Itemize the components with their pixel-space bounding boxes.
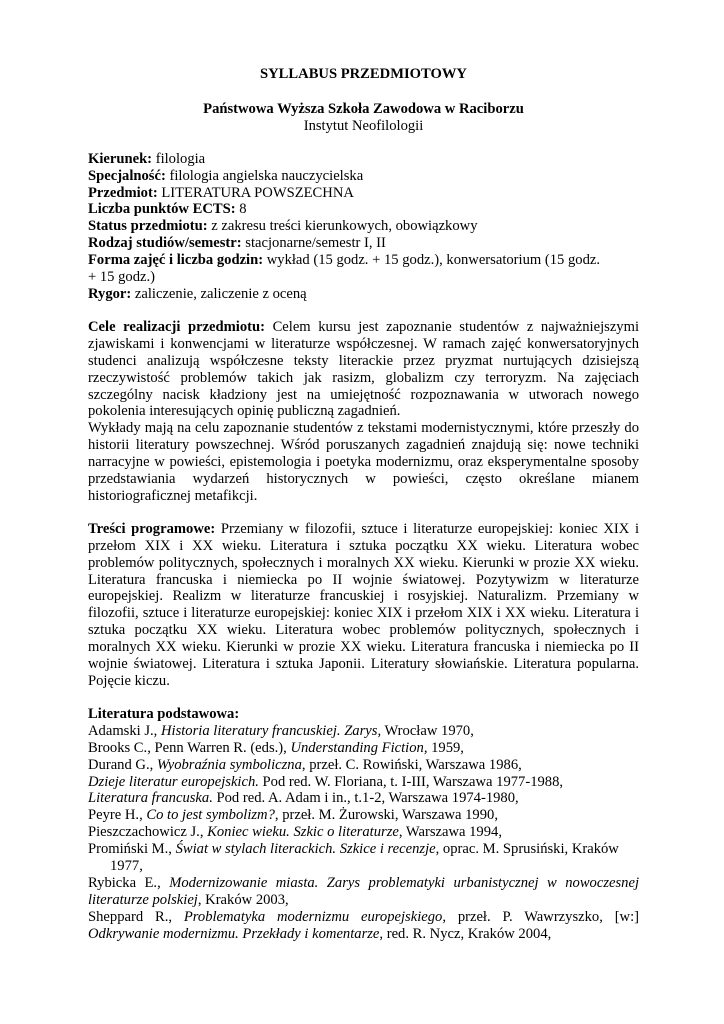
info-row: Przedmiot: LITERATURA POWSZECHNA bbox=[88, 184, 354, 201]
institute-name: Instytut Neofilologii bbox=[303, 117, 424, 134]
info-row: Specjalność: filologia angielska nauczycielska bbox=[88, 167, 364, 184]
literature-heading: Literatura podstawowa: bbox=[88, 705, 240, 722]
info-row: Status przedmiotu: z zakresu treści kierunkowych, obowiązkowy bbox=[88, 218, 478, 235]
literature-item: Adamski J., Historia literatury francuskiej. Zarys, Wrocław 1970, bbox=[88, 722, 474, 739]
literature-item: Promiński M., Świat w stylach literackich. Szkice i recenzje, oprac. M. Sprusiński, Kraków 1977, bbox=[88, 841, 619, 875]
program-paragraph: Treści programowe: Przemiany w filozofii, sztuce i literaturze europejskiej: koniec XIX i przełom XIX i XX wieku. Literatura i sztuka początku XX wieku. Literatura wobec problemów politycznych, społecznych i moralnych XX wieku. Kierunki w prozie XX wieku. Literatura francuska i niemiecka po II wojnie światowej. Pozytywizm w literaturze europejskiej. Realizm w literaturze francuskiej i rosyjskiej. Naturalizm. Przemiany w filozofii, sztuce i literaturze europejskiej: koniec XIX i przełom XIX i XX wieku. Literatura i sztuka początku XX wieku. Literatura wobec problemów politycznych, społecznych i moralnych XX wieku. Kierunki w prozie XX wieku. Literatura francuska i niemiecka po II wojnie światowej. Literatura i sztuka Japonii. Literatury słowiańskie. Literatura popularna. Pojęcie kiczu. bbox=[88, 520, 639, 689]
course-info bbox=[88, 151, 639, 303]
info-row: Kierunek: filologia bbox=[88, 150, 206, 167]
literature-item: Durand G., Wyobraźnia symboliczna, przeł. C. Rowiński, Warszawa 1986, bbox=[88, 756, 522, 773]
info-row: Rygor: zaliczenie, zaliczenie z oceną bbox=[88, 285, 307, 302]
info-row-continuation: + 15 godz.) bbox=[88, 269, 155, 286]
literature-item: Sheppard R., Problematyka modernizmu europejskiego, przeł. P. Wawrzyszko, [w:] Odkrywanie modernizmu. Przekłady i komentarze, red. R. Nycz, Kraków 2004, bbox=[88, 908, 640, 942]
info-row: Liczba punktów ECTS: 8 bbox=[88, 201, 247, 218]
literature-item: Pieszczachowicz J., Koniec wieku. Szkic o literaturze, Warszawa 1994, bbox=[88, 824, 502, 841]
literature-item: Brooks C., Penn Warren R. (eds.), Understanding Fiction, 1959, bbox=[88, 739, 464, 756]
info-row: Rodzaj studiów/semestr: stacjonarne/semestr I, II bbox=[88, 235, 386, 252]
school-name: Państwowa Wyższa Szkoła Zawodowa w Raciborzu bbox=[203, 100, 524, 117]
program-content bbox=[88, 521, 639, 690]
goals-paragraph: Cele realizacji przedmiotu: Celem kursu jest zapoznanie studentów z najważniejszymi zjawiskami i konwencjami w literaturze współczesnej. W ramach zajęć konwersatoryjnych studenci analizują współczesne teksty literackie przez pryzmat nurtujących dzisiejszą rzeczywistość problemów takich jak rasizm, globalizm czy terroryzm. Na zajęciach szczególny nacisk kładziony jest na umiejętność rozpoznawania w utworach nowego pokolenia interesujących opinię publiczną zagadnień. bbox=[88, 318, 639, 420]
literature-list bbox=[88, 706, 639, 943]
literature-item: Peyre H., Co to jest symbolizm?, przeł. M. Żurowski, Warszawa 1990, bbox=[88, 807, 498, 824]
document-title: SYLLABUS PRZEDMIOTOWY bbox=[260, 66, 467, 82]
literature-item: Rybicka E., Modernizowanie miasta. Zarys problematyki urbanistycznej w nowoczesnej literaturze polskiej, Kraków 2003, bbox=[88, 874, 639, 908]
info-row: Forma zajęć i liczba godzin: wykład (15 godz. + 15 godz.), konwersatorium (15 godz. bbox=[88, 252, 601, 269]
syllabus-page bbox=[88, 66, 639, 943]
literature-item: Literatura francuska. Pod red. A. Adam i in., t.1-2, Warszawa 1974-1980, bbox=[88, 790, 519, 807]
course-goals bbox=[88, 319, 639, 505]
literature-item: Dzieje literatur europejskich. Pod red. W. Floriana, t. I-III, Warszawa 1977-1988, bbox=[88, 773, 564, 790]
lectures-paragraph: Wykłady mają na celu zapoznanie studentów z tekstami modernistycznymi, które przeszły do historii literatury powszechnej. Wśród poruszanych zagadnień znajdują się: nowe techniki narracyjne w powieści, epistemologia i poetyka modernizmu, oraz eksperymentalne sposoby przedstawiania wydarzeń historycznych w powieści, często określane mianem historiograficznej metafikcji. bbox=[88, 420, 639, 504]
